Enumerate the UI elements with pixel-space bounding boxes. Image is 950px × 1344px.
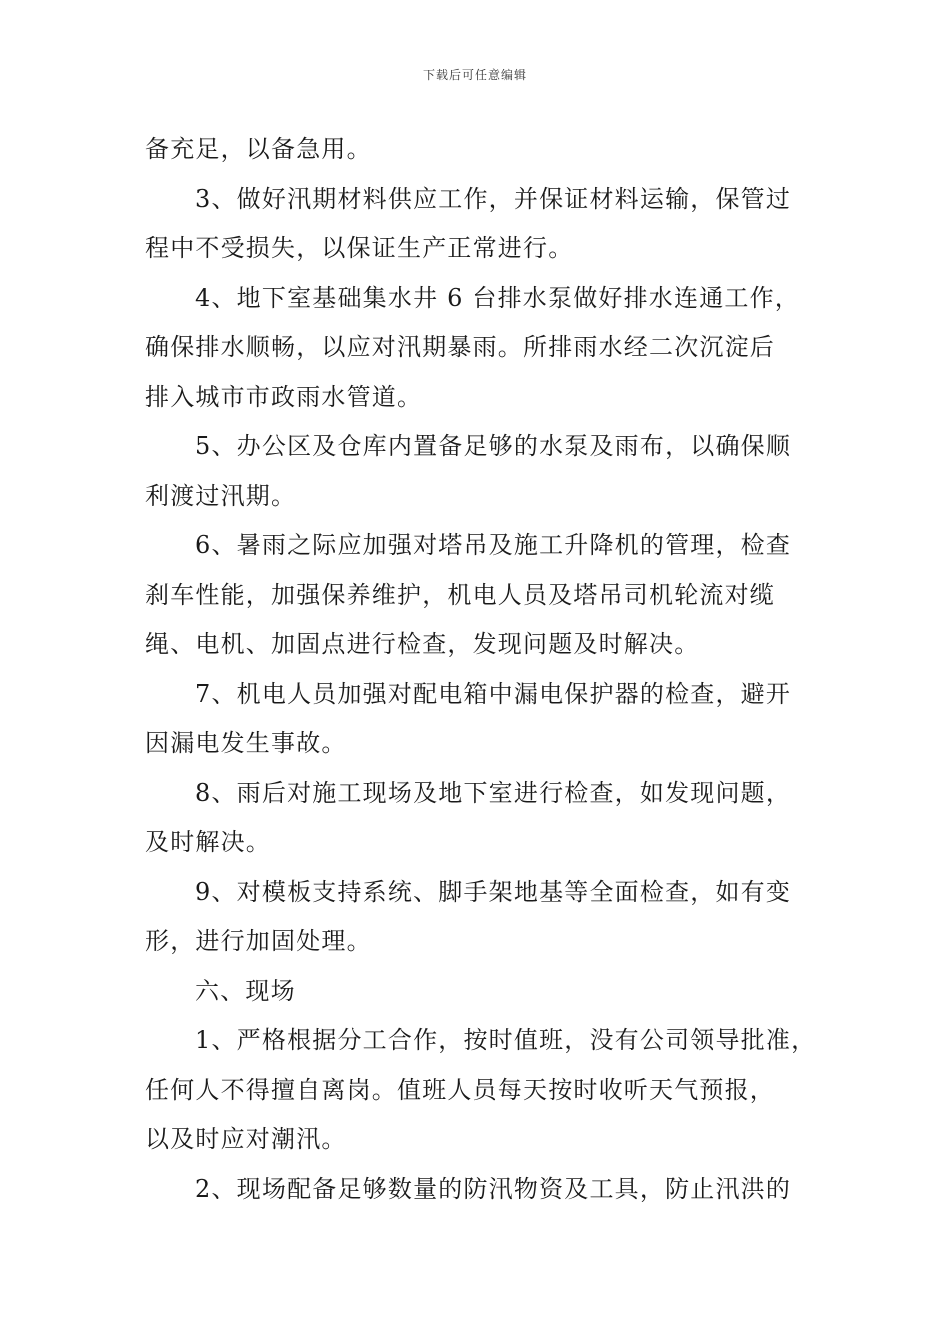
text-line: 8、雨后对施工现场及地下室进行检查，如发现问题， [195,778,792,807]
text-line: 9、对模板支持系统、脚手架地基等全面检查，如有变 [195,877,792,906]
text-line: 备充足，以备急用。 [145,135,372,163]
text-line: 任何人不得擅自离岗。值班人员每天按时收听天气预报， [145,1075,775,1104]
text-line: 利渡过汛期。 [145,481,297,510]
text-line: 因漏电发生事故。 [145,729,347,757]
text-line: 1、严格根据分工合作，按时值班，没有公司领导批准， [195,1026,817,1054]
text-line: 及时解决。 [145,828,271,856]
text-line: 刹车性能，加强保养维护，机电人员及塔吊司机轮流对缆 [145,580,775,609]
text-line: 程中不受损失，以保证生产正常进行。 [145,234,574,262]
text-line: 6、暑雨之际应加强对塔吊及施工升降机的管理，检查 [195,531,792,559]
text-line: 排入城市市政雨水管道。 [145,382,423,411]
text-line: 形，进行加固处理。 [145,927,372,955]
section-heading: 六、现场 [195,976,296,1005]
text-line: 5、办公区及仓库内置备足够的水泵及雨布，以确保顺 [195,432,792,460]
page-header-note: 下载后可任意编辑 [422,68,527,82]
text-line: 以及时应对潮汛。 [145,1125,347,1153]
text-line: 7、机电人员加强对配电箱中漏电保护器的检查，避开 [195,679,792,708]
text-line: 4、地下室基础集水井 6 台排水泵做好排水连通工作， [195,283,800,312]
text-line: 绳、电机、加固点进行检查，发现问题及时解决。 [145,630,700,658]
document-body [145,125,817,1214]
text-line: 2、现场配备足够数量的防汛物资及工具，防止汛洪的 [195,1174,792,1203]
text-line: 确保排水顺畅，以应对汛期暴雨。所排雨水经二次沉淀后 [145,333,775,361]
text-line: 3、做好汛期材料供应工作，并保证材料运输，保管过 [195,184,792,213]
